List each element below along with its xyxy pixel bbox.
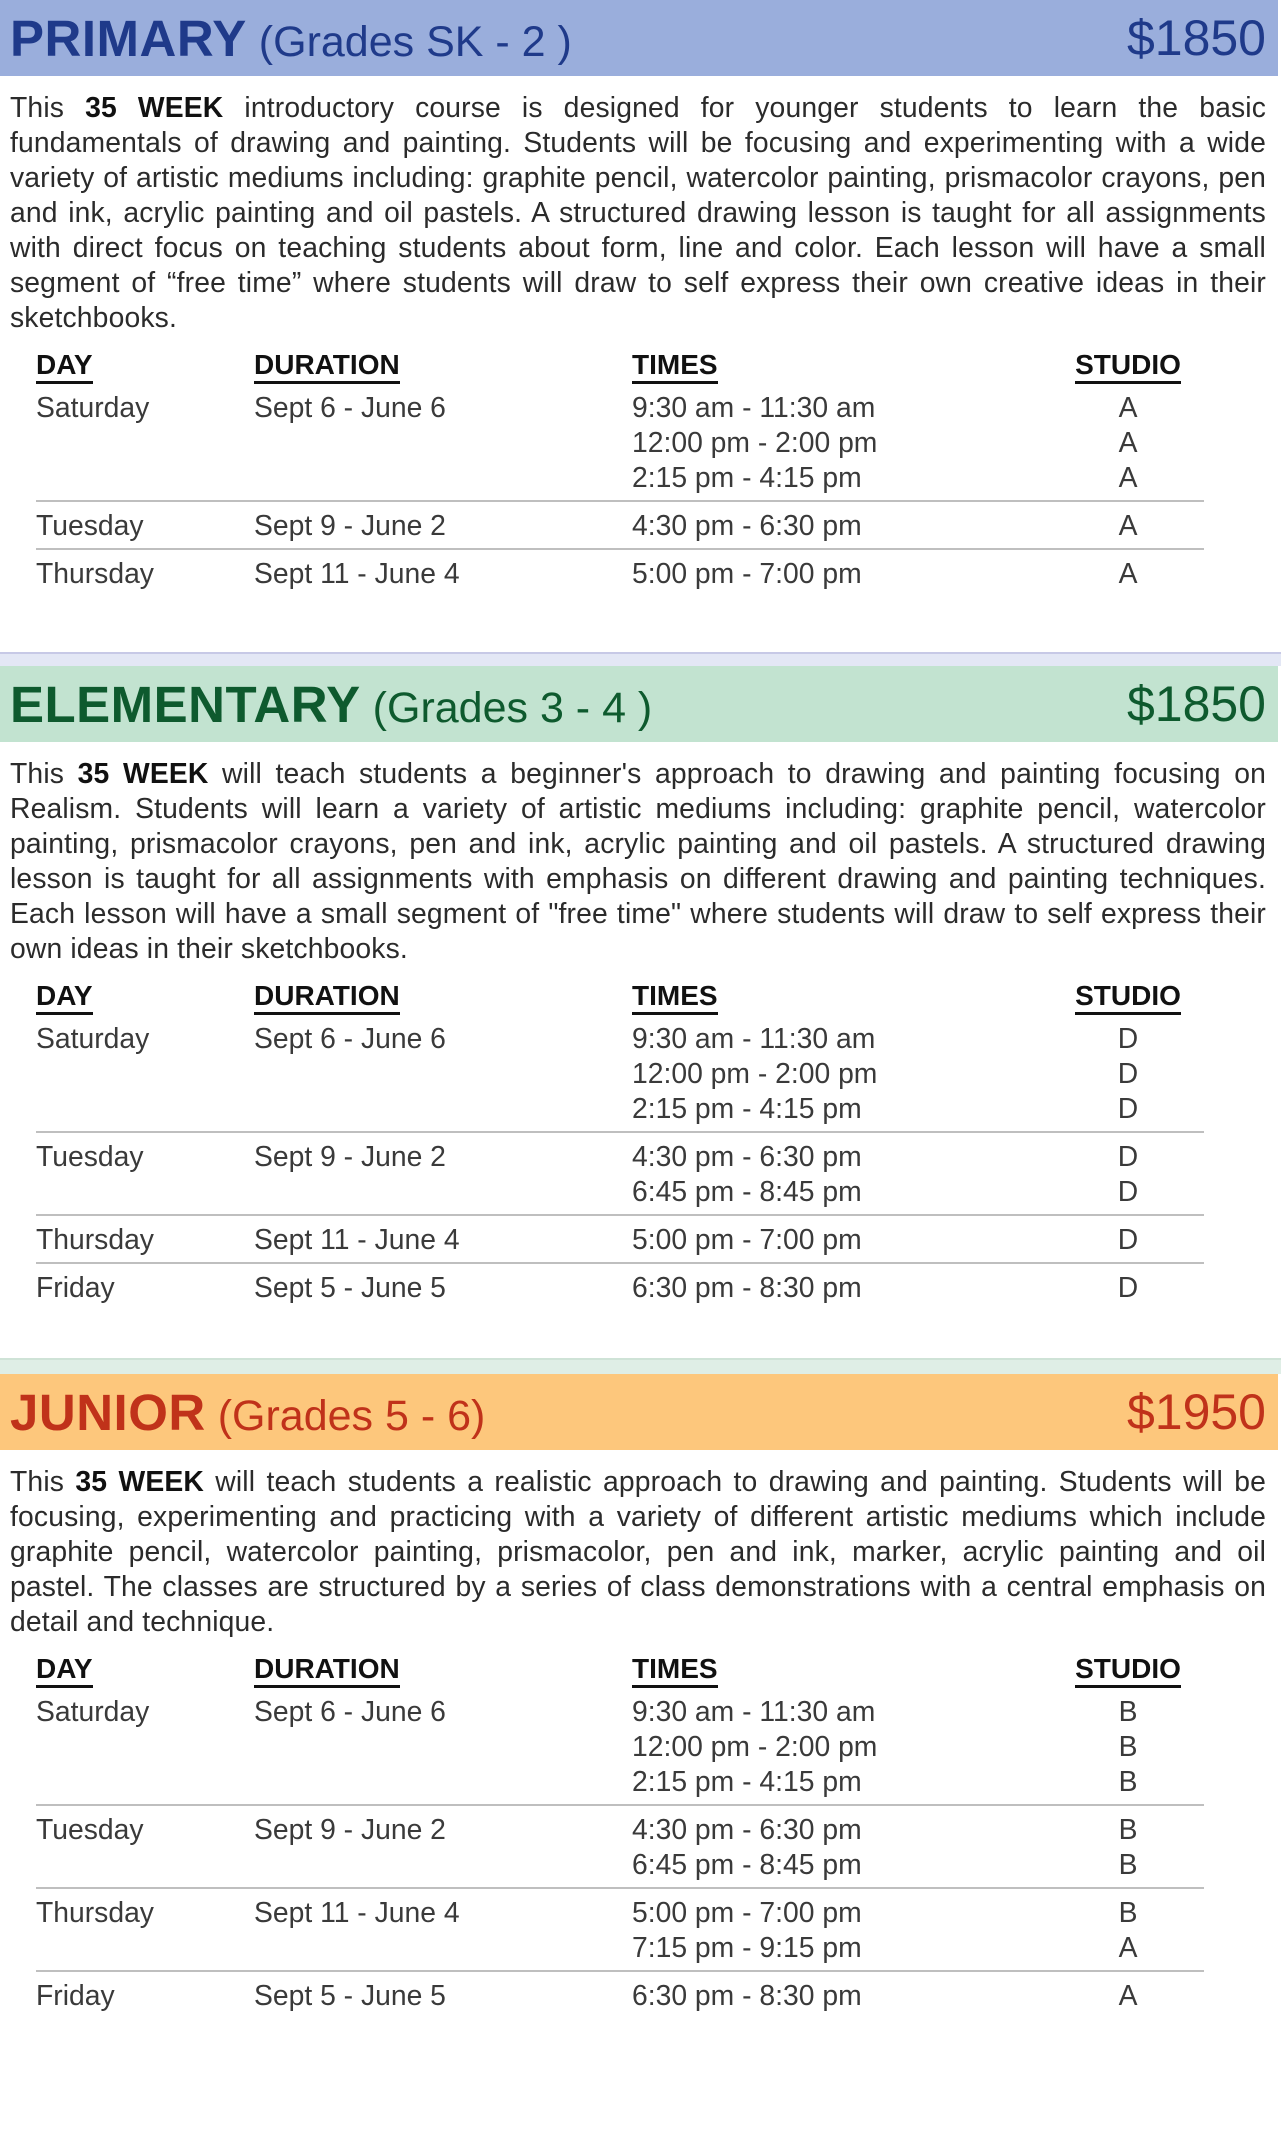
studio-code: A	[1118, 1979, 1138, 2011]
time-slot: 12:00 pm - 2:00 pm	[632, 1730, 878, 1762]
studio-code: D	[1117, 1057, 1139, 1089]
row-duration: Sept 9 - June 2	[254, 1805, 632, 1888]
duration-header	[254, 1653, 632, 1688]
time-slot: 12:00 pm - 2:00 pm	[632, 426, 878, 458]
section-header	[0, 0, 1278, 76]
row-times	[632, 1688, 1052, 1805]
time-slot: 4:30 pm - 6:30 pm	[632, 1813, 862, 1845]
course-grades: (Grades 5 - 6)	[217, 1391, 486, 1440]
course-description	[10, 1464, 1266, 1639]
section-gap	[0, 596, 1281, 652]
times-header-label: TIMES	[632, 980, 718, 1015]
time-slot: 6:45 pm - 8:45 pm	[632, 1848, 862, 1880]
schedule-row	[36, 501, 1204, 549]
course-grades: (Grades SK - 2 )	[258, 17, 572, 66]
course-price: $1850	[1126, 676, 1266, 732]
row-duration: Sept 6 - June 6	[254, 1022, 446, 1054]
row-duration: Sept 9 - June 2	[254, 501, 632, 549]
studio-header-label: STUDIO	[1075, 980, 1181, 1015]
course-title	[10, 9, 572, 68]
times-header	[632, 349, 1052, 384]
course-title	[10, 675, 652, 734]
row-day: Saturday	[36, 1022, 150, 1054]
row-duration: Sept 11 - June 4	[254, 1888, 632, 1971]
row-times	[632, 549, 1052, 596]
schedule-row	[36, 549, 1204, 596]
schedule-row	[36, 1888, 1204, 1971]
section-header	[0, 1374, 1278, 1450]
schedule-row	[36, 1971, 1204, 2018]
course-grades: (Grades 3 - 4 )	[372, 683, 653, 732]
studio-code: D	[1117, 1140, 1139, 1172]
description-intro: This	[10, 757, 78, 789]
row-duration: Sept 5 - June 5	[254, 1971, 632, 2018]
row-duration: Sept 11 - June 4	[254, 1215, 632, 1263]
studio-code: D	[1117, 1223, 1139, 1255]
day-header-label: DAY	[36, 980, 93, 1015]
description-intro: This	[10, 1465, 76, 1497]
studio-header	[1052, 349, 1204, 384]
time-slot: 4:30 pm - 6:30 pm	[632, 509, 862, 541]
schedule-row	[36, 1132, 1204, 1215]
time-slot: 9:30 am - 11:30 am	[632, 391, 876, 423]
row-day: Thursday	[36, 1215, 254, 1263]
day-header	[36, 980, 254, 1015]
row-studios	[1052, 1688, 1204, 1805]
row-studios	[1052, 1971, 1204, 2018]
times-header-label: TIMES	[632, 1653, 718, 1688]
section-divider	[0, 652, 1281, 666]
row-day: Saturday	[36, 391, 150, 423]
row-times	[632, 384, 1052, 501]
course-title	[10, 1383, 485, 1442]
studio-code: A	[1118, 509, 1138, 541]
row-day: Tuesday	[36, 1805, 254, 1888]
row-day: Thursday	[36, 549, 254, 596]
row-studios	[1052, 1015, 1204, 1132]
schedule-row	[36, 1688, 1204, 1805]
schedule-row	[36, 1015, 1204, 1132]
row-studios	[1052, 384, 1204, 501]
course-price: $1950	[1126, 1384, 1266, 1440]
studio-code: B	[1118, 1765, 1138, 1797]
time-slot: 2:15 pm - 4:15 pm	[632, 1092, 862, 1124]
row-studios	[1052, 1888, 1204, 1971]
row-times	[632, 1805, 1052, 1888]
time-slot: 12:00 pm - 2:00 pm	[632, 1057, 878, 1089]
studio-code: B	[1118, 1896, 1138, 1928]
schedule-table	[36, 349, 1204, 596]
description-text: will teach students a beginner's approach to drawing and painting focusing on Realism. Students will learn a variety of artistic mediums including: graphite pencil, watercolor painting, prismacolor crayons, pen and ink, acrylic painting and oil pastels. A structured drawing lesson is taught for all assignments with emphasis on different drawing and painting techniques. Each lesson will have a small segment of "free time" where students will draw to self express their own ideas in their sketchbooks.	[10, 757, 1267, 964]
schedule-header-row	[36, 1653, 1204, 1688]
schedule-table	[36, 980, 1204, 1310]
row-studios	[1052, 501, 1204, 549]
duration-header-label: DURATION	[254, 349, 400, 384]
time-slot: 6:45 pm - 8:45 pm	[632, 1175, 862, 1207]
row-times	[632, 1263, 1052, 1310]
section-divider	[0, 1358, 1281, 1374]
description-intro: This	[10, 91, 86, 123]
description-duration: 35 WEEK	[75, 1465, 204, 1497]
row-duration: Sept 6 - June 6	[254, 1695, 446, 1727]
schedule-row	[36, 1805, 1204, 1888]
studio-code: D	[1117, 1022, 1139, 1054]
course-price: $1850	[1126, 10, 1266, 66]
studio-code: B	[1118, 1848, 1138, 1880]
duration-header-label: DURATION	[254, 1653, 400, 1688]
row-day: Thursday	[36, 1888, 254, 1971]
description-text: will teach students a realistic approach to drawing and painting. Students will be focusing, experimenting and practicing with a variety of different artistic mediums which include graphite pencil, watercolor painting, prismacolor, pen and ink, marker, acrylic painting and oil pastel. The classes are structured by a series of class demonstrations with a central emphasis on detail and technique.	[10, 1465, 1266, 1637]
row-studios	[1052, 549, 1204, 596]
row-day: Tuesday	[36, 501, 254, 549]
studio-header-label: STUDIO	[1075, 349, 1181, 384]
course-section-junior	[0, 1310, 1281, 2018]
studio-code: A	[1118, 426, 1138, 458]
row-studios	[1052, 1805, 1204, 1888]
studio-code: D	[1117, 1175, 1139, 1207]
time-slot: 9:30 am - 11:30 am	[632, 1022, 876, 1054]
day-header	[36, 349, 254, 384]
studio-code: A	[1118, 461, 1138, 493]
time-slot: 5:00 pm - 7:00 pm	[632, 1896, 862, 1928]
time-slot: 6:30 pm - 8:30 pm	[632, 1979, 862, 2011]
course-section-elementary	[0, 596, 1281, 1310]
row-day: Friday	[36, 1263, 254, 1310]
row-studios	[1052, 1215, 1204, 1263]
row-times	[632, 1015, 1052, 1132]
row-times	[632, 1888, 1052, 1971]
schedule-header-row	[36, 980, 1204, 1015]
course-name: PRIMARY	[10, 9, 247, 67]
row-times	[632, 1215, 1052, 1263]
time-slot: 5:00 pm - 7:00 pm	[632, 1223, 862, 1255]
schedule-header-row	[36, 349, 1204, 384]
schedule-row	[36, 1263, 1204, 1310]
time-slot: 2:15 pm - 4:15 pm	[632, 1765, 862, 1797]
times-header	[632, 980, 1052, 1015]
studio-code: D	[1117, 1271, 1139, 1303]
description-duration: 35 WEEK	[77, 757, 209, 789]
row-times	[632, 1132, 1052, 1215]
studio-header-label: STUDIO	[1075, 1653, 1181, 1688]
day-header-label: DAY	[36, 1653, 93, 1688]
duration-header	[254, 349, 632, 384]
row-studios	[1052, 1263, 1204, 1310]
times-header	[632, 1653, 1052, 1688]
row-day: Saturday	[36, 1695, 150, 1727]
time-slot: 4:30 pm - 6:30 pm	[632, 1140, 862, 1172]
times-header-label: TIMES	[632, 349, 718, 384]
studio-code: B	[1118, 1695, 1138, 1727]
course-description	[10, 90, 1266, 335]
time-slot: 6:30 pm - 8:30 pm	[632, 1271, 862, 1303]
description-duration: 35 WEEK	[85, 91, 224, 123]
day-header	[36, 1653, 254, 1688]
studio-code: B	[1118, 1813, 1138, 1845]
time-slot: 2:15 pm - 4:15 pm	[632, 461, 862, 493]
row-duration: Sept 11 - June 4	[254, 549, 632, 596]
course-name: JUNIOR	[10, 1383, 206, 1441]
course-name: ELEMENTARY	[10, 675, 361, 733]
course-section-primary	[0, 0, 1281, 596]
schedule-row	[36, 384, 1204, 501]
row-times	[632, 501, 1052, 549]
studio-code: D	[1117, 1092, 1139, 1124]
row-duration: Sept 9 - June 2	[254, 1132, 632, 1215]
row-studios	[1052, 1132, 1204, 1215]
studio-header	[1052, 1653, 1204, 1688]
studio-code: B	[1118, 1730, 1138, 1762]
section-gap	[0, 1310, 1281, 1358]
schedule-row	[36, 1215, 1204, 1263]
duration-header-label: DURATION	[254, 980, 400, 1015]
time-slot: 9:30 am - 11:30 am	[632, 1695, 876, 1727]
time-slot: 5:00 pm - 7:00 pm	[632, 557, 862, 589]
description-text: introductory course is designed for younger students to learn the basic fundamentals of drawing and painting. Students will be focusing and experimenting with a wide variety of artistic mediums including: graphite pencil, watercolor painting, prismacolor crayons, pen and ink, acrylic painting and oil pastels. A structured drawing lesson is taught for all assignments with direct focus on teaching students about form, line and color. Each lesson will have a small segment of “free time” where students will draw to self express their own creative ideas in their sketchbooks.	[10, 91, 1267, 333]
row-times	[632, 1971, 1052, 2018]
studio-code: A	[1118, 557, 1138, 589]
studio-header	[1052, 980, 1204, 1015]
row-day: Friday	[36, 1971, 254, 2018]
studio-code: A	[1118, 1931, 1138, 1963]
row-duration: Sept 5 - June 5	[254, 1263, 632, 1310]
course-description	[10, 756, 1266, 966]
time-slot: 7:15 pm - 9:15 pm	[632, 1931, 862, 1963]
schedule-table	[36, 1653, 1204, 2018]
day-header-label: DAY	[36, 349, 93, 384]
studio-code: A	[1118, 391, 1138, 423]
duration-header	[254, 980, 632, 1015]
row-day: Tuesday	[36, 1132, 254, 1215]
section-header	[0, 666, 1278, 742]
row-duration: Sept 6 - June 6	[254, 391, 446, 423]
